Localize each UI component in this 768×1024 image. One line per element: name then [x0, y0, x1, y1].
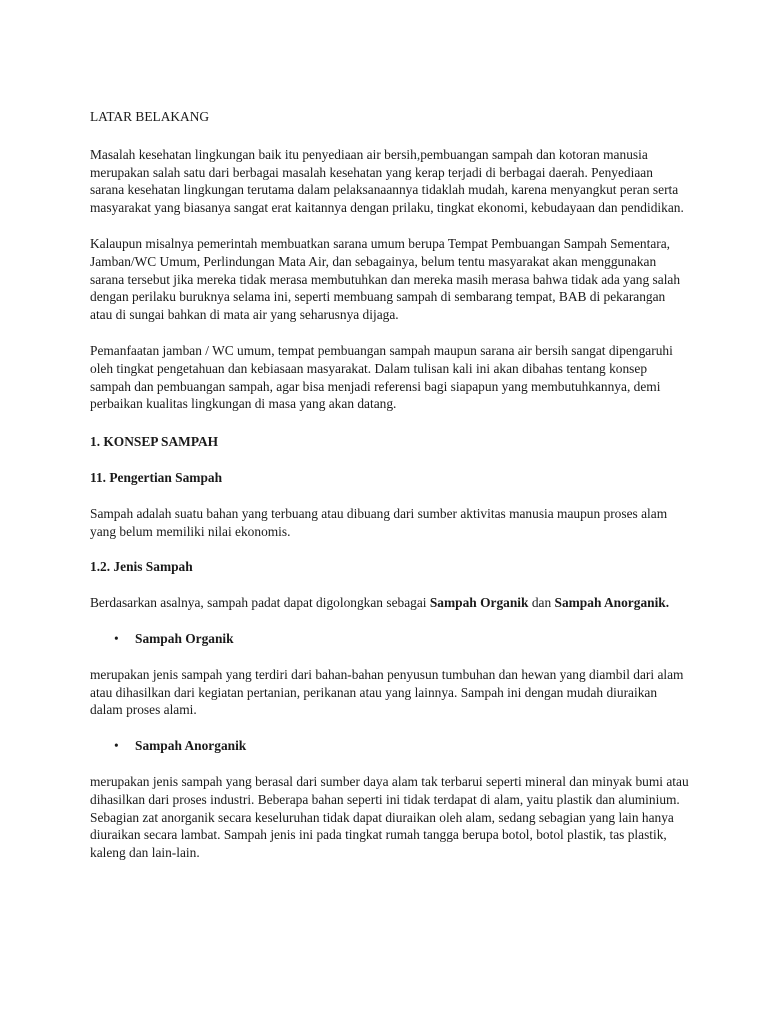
- jenis-text-mid: dan: [528, 595, 555, 611]
- organik-paragraph: merupakan jenis sampah yang terdiri dari bahan-bahan penyusun tumbuhan dan hewan yang diambil dari alam atau dihasilkan dari kegiatan pertanian, perikanan atau yang lainnya. Sampah ini dengan mudah diuraikan dalam proses alami.: [90, 666, 684, 718]
- jenis-text-prefix: Berdasarkan asalnya, sampah padat dapat digolongkan sebagai: [90, 595, 430, 611]
- jenis-paragraph: [90, 594, 690, 612]
- bullet-label-organik: Sampah Organik: [135, 630, 234, 646]
- bullet-icon: •: [114, 630, 119, 646]
- intro-paragraph-3: Pemanfaatan jamban / WC umum, tempat pembuangan sampah maupun sarana air bersih sangat dipengaruhi oleh tingkat pengetahuan dan kebiasaan masyarakat. Dalam tulisan kali ini akan dibahas tentang konsep sampah dan pembuangan sampah, agar bisa menjadi referensi bagi siapapun yang membutuhkannya, demi perbaikan kualitas lingkungan di masa yang akan datang.: [90, 342, 673, 412]
- bullet-label-anorganik: Sampah Anorganik: [135, 738, 247, 754]
- document-page: [90, 108, 690, 862]
- section-title-konsep-sampah: 1. KONSEP SAMPAH: [90, 434, 219, 450]
- bullet-item-organik: [90, 630, 690, 648]
- pengertian-paragraph: Sampah adalah suatu bahan yang terbuang atau dibuang dari sumber aktivitas manusia maupun proses alam yang belum memiliki nilai ekonomis.: [90, 505, 668, 539]
- anorganik-paragraph: merupakan jenis sampah yang berasal dari sumber daya alam tak terbarui seperti mineral dan minyak bumi atau dihasilkan dari proses industri. Beberapa bahan seperti ini tidak terdapat di alam, yaitu plastik dan aluminium. Sebagian zat anorganik secara keseluruhan tidak dapat diuraikan oleh alam, sedang sebagian yang lain hanya diuraikan secara lambat. Sampah jenis ini pada tingkat rumah tangga berupa botol, botol plastik, tas plastik, kaleng dan lain-lain.: [90, 773, 689, 861]
- jenis-bold-organik: Sampah Organik: [429, 595, 529, 611]
- section-title-latar-belakang: LATAR BELAKANG: [90, 109, 210, 124]
- jenis-bold-anorganik: Sampah Anorganik.: [554, 595, 670, 611]
- subsection-title-jenis: 1.2. Jenis Sampah: [90, 559, 193, 575]
- bullet-item-anorganik: [90, 737, 690, 755]
- bullet-icon: •: [114, 738, 119, 754]
- intro-paragraph-2: Kalaupun misalnya pemerintah membuatkan sarana umum berupa Tempat Pembuangan Sampah Sementara, Jamban/WC Umum, Perlindungan Mata Air, dan sebagainya, belum tentu masyarakat akan menggunakan sarana tersebut jika mereka tidak merasa membutuhkan dan mereka masih merasa bahwa tidak ada yang salah dengan perilaku buruknya selama ini, seperti membuang sampah di sembarang tempat, BAB di pekarangan atau di sungai bahkan di mata air yang seharusnya dijaga.: [90, 235, 681, 323]
- subsection-title-pengertian: 11. Pengertian Sampah: [90, 469, 223, 485]
- intro-paragraph-1: Masalah kesehatan lingkungan baik itu penyediaan air bersih,pembuangan sampah dan kotoran manusia merupakan salah satu dari berbagai masalah kesehatan yang kerap terjadi di berbagai daerah. Penyediaan sarana kesehatan lingkungan terutama dalam pelaksanaannya tidaklah mudah, karena menyangkut peran serta masyarakat yang biasanya sangat erat kaitannya dengan prilaku, tingkat ekonomi, kebudayaan dan pendidikan.: [90, 146, 684, 216]
